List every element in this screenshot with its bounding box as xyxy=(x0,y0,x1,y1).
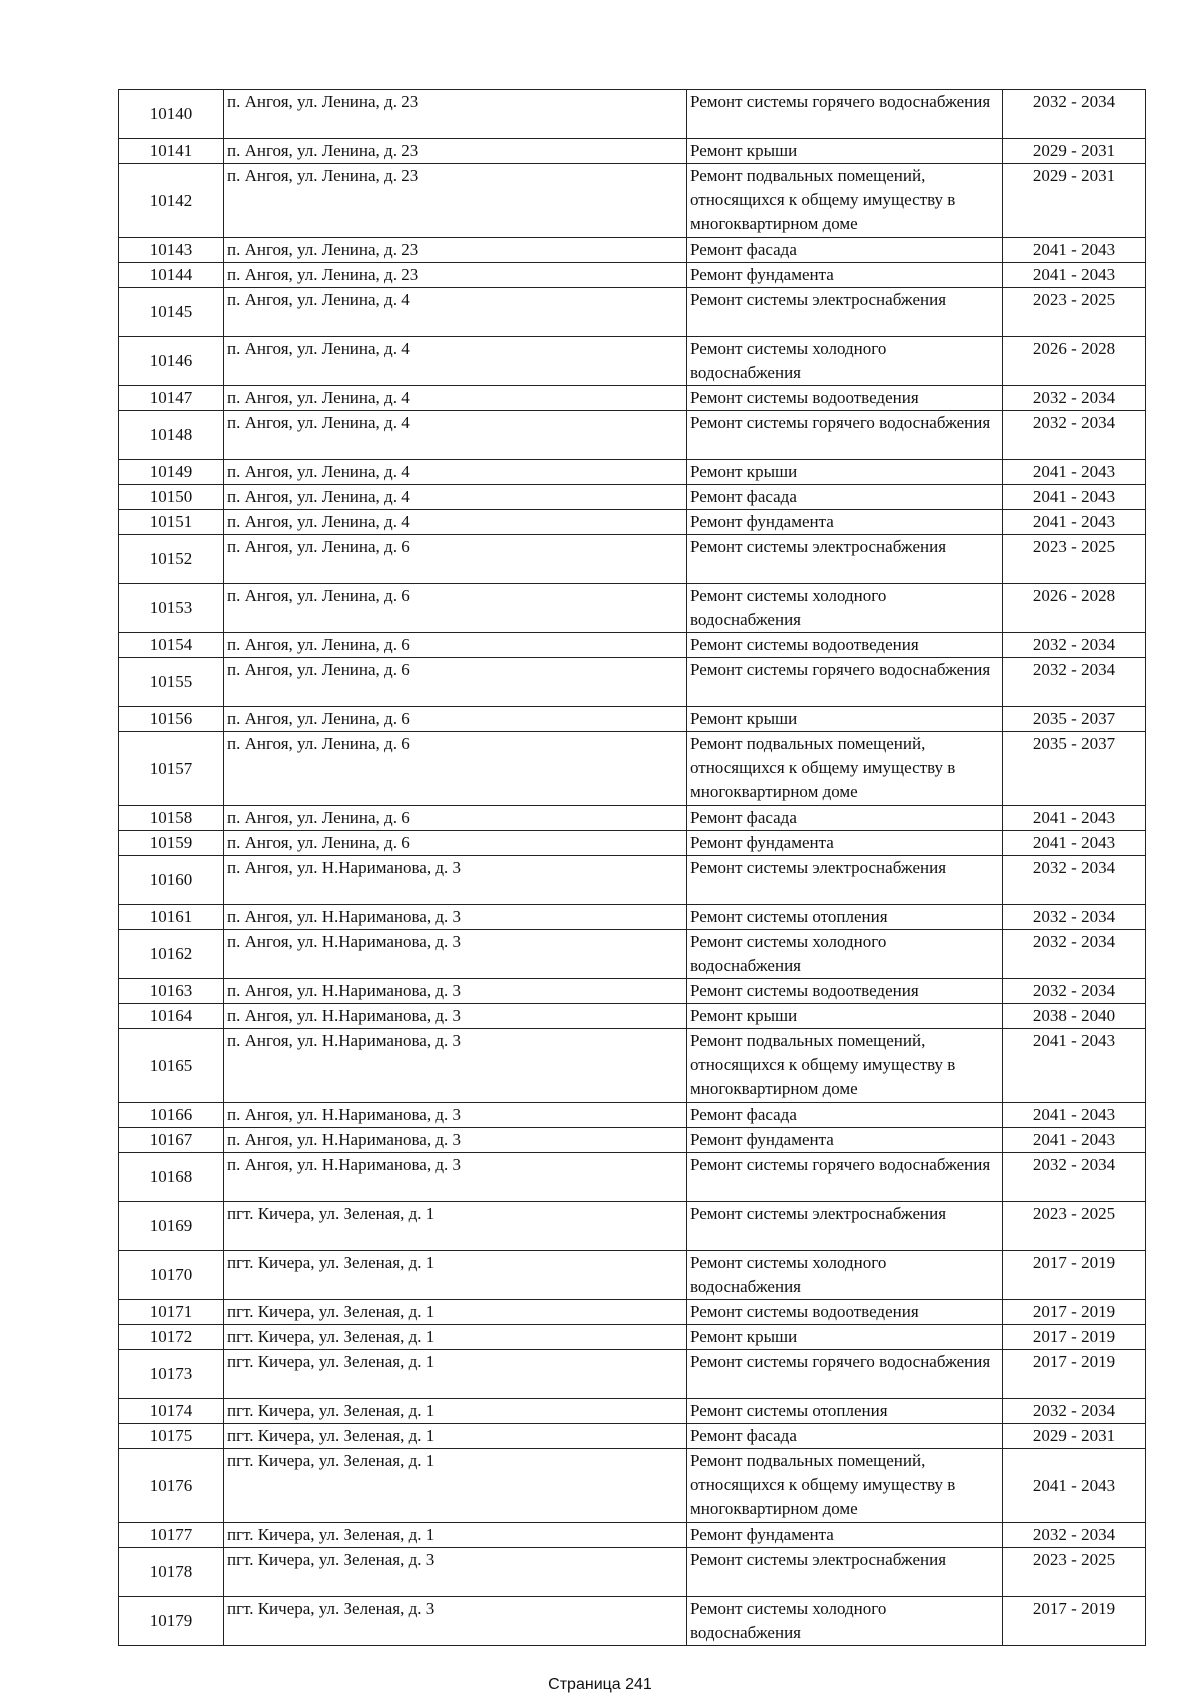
row-work-type: Ремонт крыши xyxy=(687,707,1003,732)
table-row xyxy=(119,1128,1146,1153)
row-period: 2026 - 2028 xyxy=(1003,584,1146,633)
row-work-type: Ремонт системы водоотведения xyxy=(687,386,1003,411)
row-address: пгт. Кичера, ул. Зеленая, д. 1 xyxy=(224,1449,687,1523)
row-work-type: Ремонт подвальных помещений, относящихся к общему имуществу в многоквартирном доме xyxy=(687,1449,1003,1523)
row-period: 2017 - 2019 xyxy=(1003,1300,1146,1325)
row-work-type: Ремонт подвальных помещений, относящихся к общему имуществу в многоквартирном доме xyxy=(687,164,1003,238)
table-row xyxy=(119,1424,1146,1449)
row-address: п. Ангоя, ул. Н.Нариманова, д. 3 xyxy=(224,1004,687,1029)
row-work-type: Ремонт фасада xyxy=(687,806,1003,831)
row-period: 2041 - 2043 xyxy=(1003,1449,1146,1523)
row-work-type: Ремонт системы горячего водоснабжения xyxy=(687,1153,1003,1202)
row-number: 10145 xyxy=(119,288,224,337)
row-work-type: Ремонт системы холодного водоснабжения xyxy=(687,337,1003,386)
table-row xyxy=(119,905,1146,930)
table-row xyxy=(119,1300,1146,1325)
table-row xyxy=(119,806,1146,831)
row-number: 10179 xyxy=(119,1597,224,1646)
row-work-type: Ремонт фундамента xyxy=(687,510,1003,535)
row-address: п. Ангоя, ул. Ленина, д. 6 xyxy=(224,806,687,831)
row-number: 10149 xyxy=(119,460,224,485)
row-address: п. Ангоя, ул. Ленина, д. 23 xyxy=(224,164,687,238)
row-address: пгт. Кичера, ул. Зеленая, д. 1 xyxy=(224,1325,687,1350)
row-period: 2041 - 2043 xyxy=(1003,510,1146,535)
row-period: 2032 - 2034 xyxy=(1003,411,1146,460)
table-row xyxy=(119,1202,1146,1251)
row-number: 10142 xyxy=(119,164,224,238)
table-row xyxy=(119,831,1146,856)
row-number: 10150 xyxy=(119,485,224,510)
row-work-type: Ремонт фасада xyxy=(687,1424,1003,1449)
table-row xyxy=(119,263,1146,288)
row-period: 2032 - 2034 xyxy=(1003,386,1146,411)
row-address: п. Ангоя, ул. Ленина, д. 6 xyxy=(224,633,687,658)
page-number: Страница 241 xyxy=(548,1676,652,1693)
row-address: пгт. Кичера, ул. Зеленая, д. 3 xyxy=(224,1597,687,1646)
row-work-type: Ремонт фасада xyxy=(687,485,1003,510)
row-period: 2032 - 2034 xyxy=(1003,658,1146,707)
row-work-type: Ремонт крыши xyxy=(687,460,1003,485)
table-row xyxy=(119,930,1146,979)
row-work-type: Ремонт фасада xyxy=(687,1103,1003,1128)
table-row xyxy=(119,707,1146,732)
row-number: 10175 xyxy=(119,1424,224,1449)
row-number: 10156 xyxy=(119,707,224,732)
row-work-type: Ремонт системы холодного водоснабжения xyxy=(687,930,1003,979)
row-address: п. Ангоя, ул. Н.Нариманова, д. 3 xyxy=(224,1153,687,1202)
table-row xyxy=(119,1004,1146,1029)
row-number: 10177 xyxy=(119,1523,224,1548)
row-period: 2041 - 2043 xyxy=(1003,1029,1146,1103)
row-work-type: Ремонт системы отопления xyxy=(687,1399,1003,1424)
row-period: 2041 - 2043 xyxy=(1003,460,1146,485)
row-address: п. Ангоя, ул. Ленина, д. 4 xyxy=(224,510,687,535)
row-work-type: Ремонт системы электроснабжения xyxy=(687,1202,1003,1251)
row-address: п. Ангоя, ул. Н.Нариманова, д. 3 xyxy=(224,1029,687,1103)
row-address: пгт. Кичера, ул. Зеленая, д. 1 xyxy=(224,1399,687,1424)
table-row xyxy=(119,164,1146,238)
row-period: 2023 - 2025 xyxy=(1003,1202,1146,1251)
row-work-type: Ремонт системы холодного водоснабжения xyxy=(687,1251,1003,1300)
row-work-type: Ремонт системы электроснабжения xyxy=(687,288,1003,337)
table-row xyxy=(119,510,1146,535)
table-row xyxy=(119,633,1146,658)
row-work-type: Ремонт системы электроснабжения xyxy=(687,856,1003,905)
table-row xyxy=(119,1449,1146,1523)
row-period: 2032 - 2034 xyxy=(1003,633,1146,658)
row-address: п. Ангоя, ул. Ленина, д. 23 xyxy=(224,263,687,288)
row-number: 10155 xyxy=(119,658,224,707)
row-work-type: Ремонт системы отопления xyxy=(687,905,1003,930)
row-address: п. Ангоя, ул. Н.Нариманова, д. 3 xyxy=(224,856,687,905)
row-number: 10176 xyxy=(119,1449,224,1523)
row-work-type: Ремонт системы водоотведения xyxy=(687,1300,1003,1325)
row-number: 10178 xyxy=(119,1548,224,1597)
row-period: 2041 - 2043 xyxy=(1003,238,1146,263)
row-number: 10172 xyxy=(119,1325,224,1350)
row-number: 10144 xyxy=(119,263,224,288)
row-address: п. Ангоя, ул. Ленина, д. 6 xyxy=(224,831,687,856)
row-address: п. Ангоя, ул. Ленина, д. 23 xyxy=(224,139,687,164)
row-number: 10169 xyxy=(119,1202,224,1251)
row-address: п. Ангоя, ул. Ленина, д. 6 xyxy=(224,658,687,707)
row-address: пгт. Кичера, ул. Зеленая, д. 3 xyxy=(224,1548,687,1597)
row-period: 2041 - 2043 xyxy=(1003,806,1146,831)
row-work-type: Ремонт фасада xyxy=(687,238,1003,263)
row-period: 2032 - 2034 xyxy=(1003,856,1146,905)
row-period: 2023 - 2025 xyxy=(1003,288,1146,337)
table-row xyxy=(119,337,1146,386)
row-work-type: Ремонт крыши xyxy=(687,1004,1003,1029)
row-number: 10166 xyxy=(119,1103,224,1128)
row-number: 10167 xyxy=(119,1128,224,1153)
row-number: 10173 xyxy=(119,1350,224,1399)
table-row xyxy=(119,288,1146,337)
table-row xyxy=(119,1399,1146,1424)
row-address: п. Ангоя, ул. Ленина, д. 6 xyxy=(224,535,687,584)
row-period: 2017 - 2019 xyxy=(1003,1597,1146,1646)
row-number: 10143 xyxy=(119,238,224,263)
row-period: 2029 - 2031 xyxy=(1003,1424,1146,1449)
table-row xyxy=(119,1350,1146,1399)
table-row xyxy=(119,90,1146,139)
table-row xyxy=(119,856,1146,905)
row-number: 10152 xyxy=(119,535,224,584)
row-address: п. Ангоя, ул. Н.Нариманова, д. 3 xyxy=(224,930,687,979)
row-number: 10151 xyxy=(119,510,224,535)
row-work-type: Ремонт системы горячего водоснабжения xyxy=(687,1350,1003,1399)
row-work-type: Ремонт системы горячего водоснабжения xyxy=(687,90,1003,139)
row-period: 2041 - 2043 xyxy=(1003,263,1146,288)
table-row xyxy=(119,658,1146,707)
row-work-type: Ремонт системы холодного водоснабжения xyxy=(687,584,1003,633)
row-period: 2041 - 2043 xyxy=(1003,485,1146,510)
table-row xyxy=(119,1523,1146,1548)
row-period: 2038 - 2040 xyxy=(1003,1004,1146,1029)
row-work-type: Ремонт крыши xyxy=(687,139,1003,164)
table-row xyxy=(119,238,1146,263)
table-row xyxy=(119,584,1146,633)
row-period: 2041 - 2043 xyxy=(1003,1103,1146,1128)
row-address: пгт. Кичера, ул. Зеленая, д. 1 xyxy=(224,1202,687,1251)
row-address: пгт. Кичера, ул. Зеленая, д. 1 xyxy=(224,1350,687,1399)
row-address: пгт. Кичера, ул. Зеленая, д. 1 xyxy=(224,1251,687,1300)
table-row xyxy=(119,1103,1146,1128)
row-period: 2017 - 2019 xyxy=(1003,1350,1146,1399)
table-row xyxy=(119,411,1146,460)
row-address: п. Ангоя, ул. Ленина, д. 4 xyxy=(224,460,687,485)
row-address: п. Ангоя, ул. Н.Нариманова, д. 3 xyxy=(224,1103,687,1128)
row-number: 10141 xyxy=(119,139,224,164)
table-row xyxy=(119,1597,1146,1646)
row-number: 10148 xyxy=(119,411,224,460)
row-address: п. Ангоя, ул. Ленина, д. 6 xyxy=(224,732,687,806)
row-address: п. Ангоя, ул. Ленина, д. 23 xyxy=(224,90,687,139)
row-number: 10140 xyxy=(119,90,224,139)
row-work-type: Ремонт системы электроснабжения xyxy=(687,1548,1003,1597)
table-row xyxy=(119,386,1146,411)
row-address: п. Ангоя, ул. Ленина, д. 4 xyxy=(224,337,687,386)
row-work-type: Ремонт фундамента xyxy=(687,1523,1003,1548)
row-work-type: Ремонт крыши xyxy=(687,1325,1003,1350)
table-row xyxy=(119,1325,1146,1350)
row-number: 10146 xyxy=(119,337,224,386)
row-period: 2032 - 2034 xyxy=(1003,979,1146,1004)
row-work-type: Ремонт системы водоотведения xyxy=(687,979,1003,1004)
row-work-type: Ремонт фундамента xyxy=(687,1128,1003,1153)
row-period: 2017 - 2019 xyxy=(1003,1325,1146,1350)
row-work-type: Ремонт системы горячего водоснабжения xyxy=(687,411,1003,460)
row-number: 10153 xyxy=(119,584,224,633)
row-number: 10163 xyxy=(119,979,224,1004)
row-work-type: Ремонт подвальных помещений, относящихся к общему имуществу в многоквартирном доме xyxy=(687,1029,1003,1103)
table-row xyxy=(119,139,1146,164)
works-table xyxy=(118,89,1146,1646)
row-period: 2041 - 2043 xyxy=(1003,831,1146,856)
row-work-type: Ремонт подвальных помещений, относящихся к общему имуществу в многоквартирном доме xyxy=(687,732,1003,806)
table-row xyxy=(119,535,1146,584)
row-number: 10147 xyxy=(119,386,224,411)
row-number: 10168 xyxy=(119,1153,224,1202)
row-address: п. Ангоя, ул. Н.Нариманова, д. 3 xyxy=(224,1128,687,1153)
row-period: 2026 - 2028 xyxy=(1003,337,1146,386)
row-address: пгт. Кичера, ул. Зеленая, д. 1 xyxy=(224,1523,687,1548)
row-work-type: Ремонт фундамента xyxy=(687,263,1003,288)
row-period: 2041 - 2043 xyxy=(1003,1128,1146,1153)
row-period: 2032 - 2034 xyxy=(1003,1399,1146,1424)
row-work-type: Ремонт системы холодного водоснабжения xyxy=(687,1597,1003,1646)
row-address: пгт. Кичера, ул. Зеленая, д. 1 xyxy=(224,1424,687,1449)
row-address: п. Ангоя, ул. Ленина, д. 6 xyxy=(224,584,687,633)
row-address: п. Ангоя, ул. Н.Нариманова, д. 3 xyxy=(224,905,687,930)
row-work-type: Ремонт системы электроснабжения xyxy=(687,535,1003,584)
works-table-container xyxy=(118,89,1145,1646)
table-row xyxy=(119,1251,1146,1300)
works-table-body xyxy=(119,90,1146,1646)
row-period: 2029 - 2031 xyxy=(1003,164,1146,238)
row-work-type: Ремонт системы водоотведения xyxy=(687,633,1003,658)
row-number: 10164 xyxy=(119,1004,224,1029)
row-number: 10157 xyxy=(119,732,224,806)
table-row xyxy=(119,732,1146,806)
row-work-type: Ремонт фундамента xyxy=(687,831,1003,856)
row-period: 2032 - 2034 xyxy=(1003,1523,1146,1548)
row-period: 2035 - 2037 xyxy=(1003,732,1146,806)
table-row xyxy=(119,485,1146,510)
row-period: 2032 - 2034 xyxy=(1003,930,1146,979)
row-period: 2035 - 2037 xyxy=(1003,707,1146,732)
row-number: 10174 xyxy=(119,1399,224,1424)
row-address: п. Ангоя, ул. Н.Нариманова, д. 3 xyxy=(224,979,687,1004)
row-address: п. Ангоя, ул. Ленина, д. 4 xyxy=(224,288,687,337)
row-period: 2032 - 2034 xyxy=(1003,90,1146,139)
row-address: п. Ангоя, ул. Ленина, д. 6 xyxy=(224,707,687,732)
row-number: 10159 xyxy=(119,831,224,856)
row-period: 2017 - 2019 xyxy=(1003,1251,1146,1300)
row-address: п. Ангоя, ул. Ленина, д. 4 xyxy=(224,411,687,460)
row-work-type: Ремонт системы горячего водоснабжения xyxy=(687,658,1003,707)
row-number: 10170 xyxy=(119,1251,224,1300)
row-period: 2023 - 2025 xyxy=(1003,535,1146,584)
row-number: 10154 xyxy=(119,633,224,658)
row-number: 10161 xyxy=(119,905,224,930)
row-period: 2032 - 2034 xyxy=(1003,1153,1146,1202)
row-address: п. Ангоя, ул. Ленина, д. 23 xyxy=(224,238,687,263)
row-number: 10171 xyxy=(119,1300,224,1325)
row-period: 2029 - 2031 xyxy=(1003,139,1146,164)
row-address: п. Ангоя, ул. Ленина, д. 4 xyxy=(224,386,687,411)
row-period: 2023 - 2025 xyxy=(1003,1548,1146,1597)
table-row xyxy=(119,1153,1146,1202)
table-row xyxy=(119,1548,1146,1597)
row-number: 10165 xyxy=(119,1029,224,1103)
table-row xyxy=(119,460,1146,485)
row-period: 2032 - 2034 xyxy=(1003,905,1146,930)
table-row xyxy=(119,1029,1146,1103)
row-number: 10160 xyxy=(119,856,224,905)
row-number: 10162 xyxy=(119,930,224,979)
row-number: 10158 xyxy=(119,806,224,831)
row-address: п. Ангоя, ул. Ленина, д. 4 xyxy=(224,485,687,510)
table-row xyxy=(119,979,1146,1004)
row-address: пгт. Кичера, ул. Зеленая, д. 1 xyxy=(224,1300,687,1325)
